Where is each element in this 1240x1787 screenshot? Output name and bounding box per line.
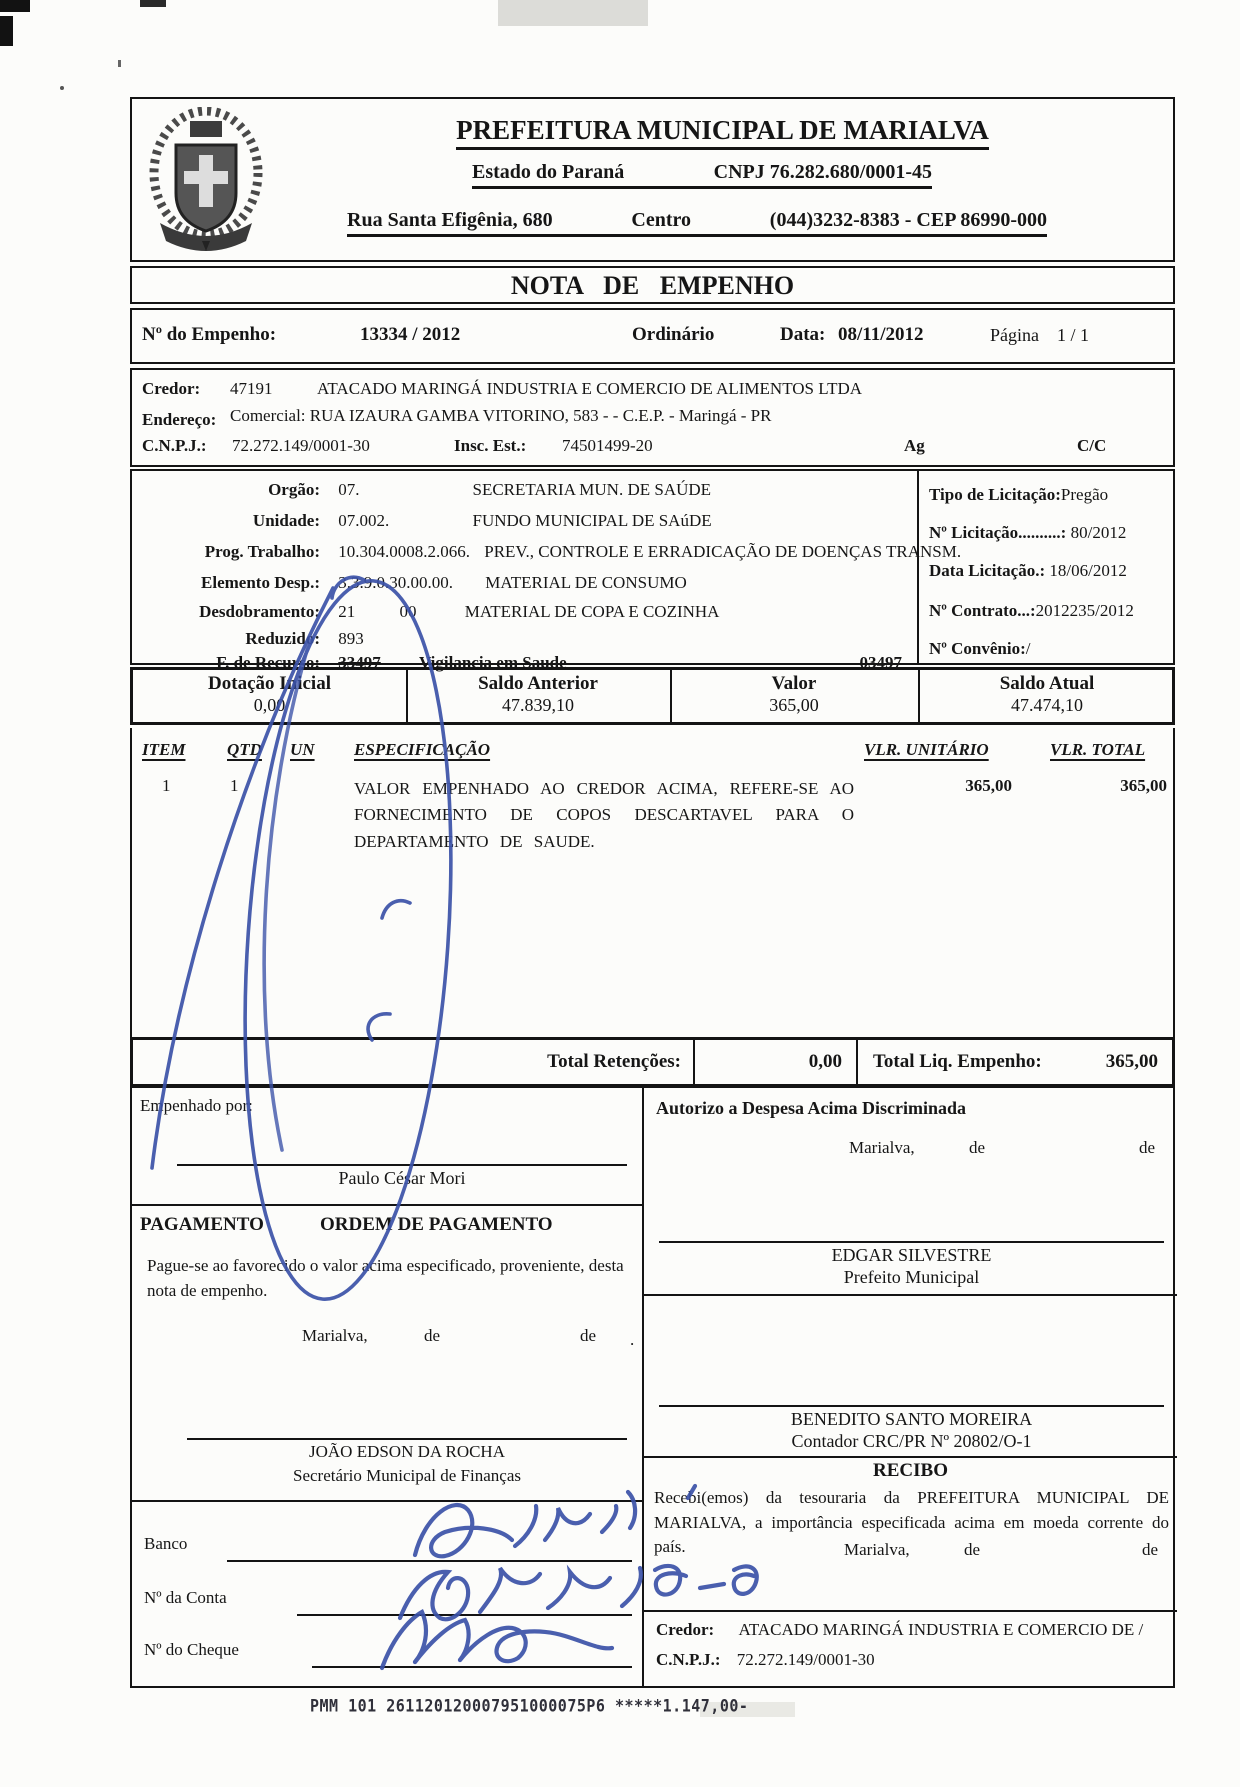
mayor-name: EDGAR SILVESTRE [831, 1245, 992, 1265]
balance-value: 365,00 [769, 695, 819, 715]
items-table [130, 728, 1175, 1037]
mayor-signature-line [659, 1241, 1164, 1243]
creditor-account-label: C/C [1077, 436, 1107, 455]
unit-name: FUNDO MUNICIPAL DE SAúDE [472, 511, 712, 530]
budget-bidding-divider [917, 471, 919, 663]
authorize-de1: de [969, 1138, 986, 1157]
scan-artifact [60, 86, 64, 90]
payment-column [132, 1088, 642, 1690]
org-address: Rua Santa Efigênia, 680 [347, 209, 553, 231]
resource-name: Vigilancia em Saude [419, 653, 567, 672]
receipt-body: Recebi(emos) da tesouraria da PREFEITURA MUNICIPAL DE MARIALVA, a importância especificada acima em moeda corrente do país. [654, 1488, 1169, 1557]
payment-order-title: ORDEM DE PAGAMENTO [320, 1214, 553, 1235]
empenho-type: Ordinário [632, 324, 715, 345]
nota-de-empenho-form [130, 97, 1175, 1688]
creditor-cnpj-label: C.N.P.J.: [142, 436, 207, 455]
breakdown-code: 21 [338, 602, 356, 621]
empenho-number-label: Nº do Empenho: [142, 324, 277, 345]
empenho-row [130, 308, 1175, 364]
bidding-type-label: Tipo de Licitação: [929, 485, 1061, 504]
committed-by-label: Empenhado por: [140, 1096, 253, 1115]
creditor-state-reg-label: Insc. Est.: [454, 436, 527, 455]
header-box [130, 97, 1175, 262]
agreement-number: / [1025, 639, 1031, 658]
budget-work-row [138, 542, 961, 562]
bidding-column [929, 471, 1169, 667]
page-number: 1 / 1 [1057, 325, 1090, 345]
item-spec: VALOR EMPENHADO AO CREDOR ACIMA, REFERE-SE AO FORNECIMENTO DE COPOS DESCARTAVEL PARA O DEPARTAMENTO DE SAUDE. [354, 779, 854, 851]
scan-artifact [118, 60, 121, 67]
retentions-value: 0,00 [808, 1051, 842, 1072]
breakdown-code2: 00 [399, 602, 417, 621]
page-label: Página [990, 325, 1039, 345]
org-district: Centro [631, 209, 691, 231]
breakdown-label: Desdobramento: [199, 602, 320, 621]
resource-label: F. de Recurso: [216, 653, 320, 672]
coat-of-arms-image [146, 107, 266, 255]
receipt-cnpj-row [656, 1650, 875, 1670]
item-total: 365,00 [1120, 776, 1167, 795]
empenho-number: 13334 / 2012 [360, 324, 461, 345]
budget-unit-row [138, 511, 712, 531]
accountant-name: BENEDITO SANTO MOREIRA [790, 1409, 1033, 1429]
receipt-creditor-row [656, 1620, 1171, 1640]
item-unit-price: 365,00 [965, 776, 1012, 795]
receipt-title: RECIBO [873, 1460, 948, 1481]
authorize-city: Marialva, [849, 1138, 915, 1157]
payment-section-label: PAGAMENTO [140, 1214, 264, 1235]
bank-label: Banco [144, 1534, 188, 1553]
liquid-label: Total Liq. Empenho: [873, 1051, 1042, 1072]
check-line [312, 1666, 632, 1668]
balance-initial-value: 0,00 [253, 695, 286, 715]
item-qty: 1 [230, 776, 239, 795]
empenho-date: 08/11/2012 [838, 324, 924, 345]
balance-row [130, 667, 1175, 725]
authorize-title: Autorizo a Despesa Acima Discriminada [656, 1098, 966, 1118]
creditor-cnpj: 72.272.149/0001-30 [232, 436, 370, 455]
organ-label: Orgão: [268, 480, 320, 499]
bidding-number: 80/2012 [1070, 523, 1127, 542]
account-label: Nº da Conta [144, 1588, 227, 1607]
receipt-cnpj: 72.272.149/0001-30 [736, 1650, 875, 1669]
budget-box [130, 469, 1175, 672]
bidding-number-label: Nº Licitação..........: [929, 523, 1067, 542]
agreement-label: Nº Convênio: [929, 639, 1026, 658]
scan-artifact [140, 0, 166, 7]
retentions-label: Total Retenções: [547, 1051, 681, 1072]
creditor-label: Credor: [142, 379, 201, 398]
scan-artifact [0, 0, 30, 12]
balance-current-value: 47.474,10 [1011, 695, 1083, 715]
bidding-date-label: Data Licitação.: [929, 561, 1046, 580]
budget-reduced-row [138, 629, 364, 649]
payment-de1: de [424, 1326, 441, 1345]
bank-line [227, 1560, 632, 1562]
balance-value-cell [670, 670, 920, 722]
scan-artifact [498, 0, 648, 26]
items-header-un: UN [290, 740, 315, 759]
account-line [297, 1614, 632, 1616]
payment-de2: de [580, 1326, 597, 1345]
accountant-title: Contador CRC/PR Nº 20802/O-1 [791, 1431, 1032, 1451]
creditor-agency-label: Ag [904, 436, 925, 455]
validator-stamp-line: PMM 101 261120120007951000075P6 *****1.147,00- [310, 1695, 749, 1717]
work-name: PREV., CONTROLE E ERRADICAÇÃO DE DOENÇAS TRANSM. [484, 542, 962, 561]
liquid-value: 365,00 [1105, 1051, 1158, 1072]
org-state: Estado do Paraná [472, 161, 625, 183]
element-name: MATERIAL DE CONSUMO [485, 573, 687, 592]
payment-city: Marialva, [302, 1326, 368, 1345]
item-number: 1 [162, 776, 171, 795]
creditor-state-reg: 74501499-20 [562, 436, 653, 455]
bidding-type: Pregão [1060, 485, 1109, 504]
receipt-creditor-label: Credor: [656, 1620, 715, 1639]
creditor-name: ATACADO MARINGÁ INDUSTRIA E COMERCIO DE ALIMENTOS LTDA [317, 379, 863, 398]
resource-code-new: 03497 [859, 653, 902, 672]
accountant-signature-line [659, 1405, 1164, 1407]
mayor-title: Prefeito Municipal [843, 1267, 980, 1287]
balance-value-label: Valor [771, 673, 817, 694]
receipt-de2: de [1142, 1540, 1159, 1559]
unit-label: Unidade: [252, 511, 320, 530]
authorize-de2: de [1139, 1138, 1156, 1157]
balance-previous-value: 47.839,10 [502, 695, 574, 715]
balance-current-label: Saldo Atual [999, 673, 1095, 694]
balance-initial-label: Dotação Inicial [208, 673, 331, 694]
bidding-date: 18/06/2012 [1049, 561, 1127, 580]
org-cnpj: CNPJ 76.282.680/0001-45 [713, 161, 932, 183]
totals-row [130, 1037, 1175, 1087]
check-label: Nº do Cheque [144, 1640, 239, 1659]
authorization-column [644, 1088, 1177, 1690]
work-code: 10.304.0008.2.066. [338, 542, 470, 561]
receipt-cnpj-label: C.N.P.J.: [656, 1650, 721, 1669]
balance-initial-cell [133, 670, 408, 722]
empenho-date-label: Data: [780, 324, 826, 345]
retentions-cell [693, 1040, 858, 1084]
reduced-label: Reduzido: [245, 629, 320, 648]
reduced-code: 893 [338, 629, 364, 648]
items-header-qty: QTD [227, 740, 262, 759]
element-code: 3.3.9.0.30.00.00. [338, 573, 453, 592]
items-header-spec: ESPECIFICAÇÃO [354, 740, 491, 759]
balance-previous-label: Saldo Anterior [478, 673, 598, 694]
receipt-creditor-name: ATACADO MARINGÁ INDUSTRIA E COMERCIO DE / [738, 1620, 1144, 1639]
unit-code: 07.002. [338, 511, 390, 530]
org-name: PREFEITURA MUNICIPAL DE MARIALVA [456, 115, 989, 150]
breakdown-name: MATERIAL DE COPA E COZINHA [464, 602, 720, 621]
creditor-box [130, 368, 1175, 467]
receipt-de1: de [964, 1540, 981, 1559]
balance-previous-cell [406, 670, 672, 722]
budget-organ-row [138, 480, 711, 500]
organ-code: 07. [338, 480, 360, 499]
creditor-address-label: Endereço: [142, 410, 217, 429]
payment-body: Pague-se ao favorecido o valor acima especificado, proveniente, desta nota de empenho. [147, 1256, 624, 1300]
committed-by-name: Paulo César Mori [338, 1168, 466, 1188]
contract-label: Nº Contrato...: [929, 601, 1036, 620]
committed-by-signature-line [177, 1164, 627, 1166]
finance-signature-line [187, 1438, 627, 1440]
items-header-total: VLR. TOTAL [1050, 740, 1146, 759]
balance-current-cell [918, 670, 1176, 722]
finance-title: Secretário Municipal de Finanças [292, 1466, 521, 1485]
resource-code-old: 33497 [338, 653, 381, 672]
creditor-code: 47191 [230, 379, 273, 398]
bottom-section [130, 1086, 1175, 1688]
finance-name: JOÃO EDSON DA ROCHA [309, 1442, 505, 1461]
payment-dot: . [630, 1330, 635, 1349]
document-title: NOTA DE EMPENHO [510, 271, 795, 300]
budget-element-row [138, 573, 687, 593]
items-header-unit-price: VLR. UNITÁRIO [864, 740, 989, 759]
org-phone: (044)3232-8383 - CEP 86990-000 [769, 209, 1047, 231]
receipt-city: Marialva, [844, 1540, 910, 1559]
document-title-bar [130, 266, 1175, 304]
work-label: Prog. Trabalho: [204, 542, 320, 561]
budget-breakdown-row [138, 602, 719, 622]
creditor-address: Comercial: RUA IZAURA GAMBA VITORINO, 583 - - C.E.P. - Maringá - PR [230, 406, 772, 425]
organ-name: SECRETARIA MUN. DE SAÚDE [472, 480, 712, 499]
contract-number: 2012235/2012 [1035, 601, 1134, 620]
scan-artifact [0, 16, 13, 46]
element-label: Elemento Desp.: [201, 573, 320, 592]
items-header-item: ITEM [142, 740, 186, 759]
